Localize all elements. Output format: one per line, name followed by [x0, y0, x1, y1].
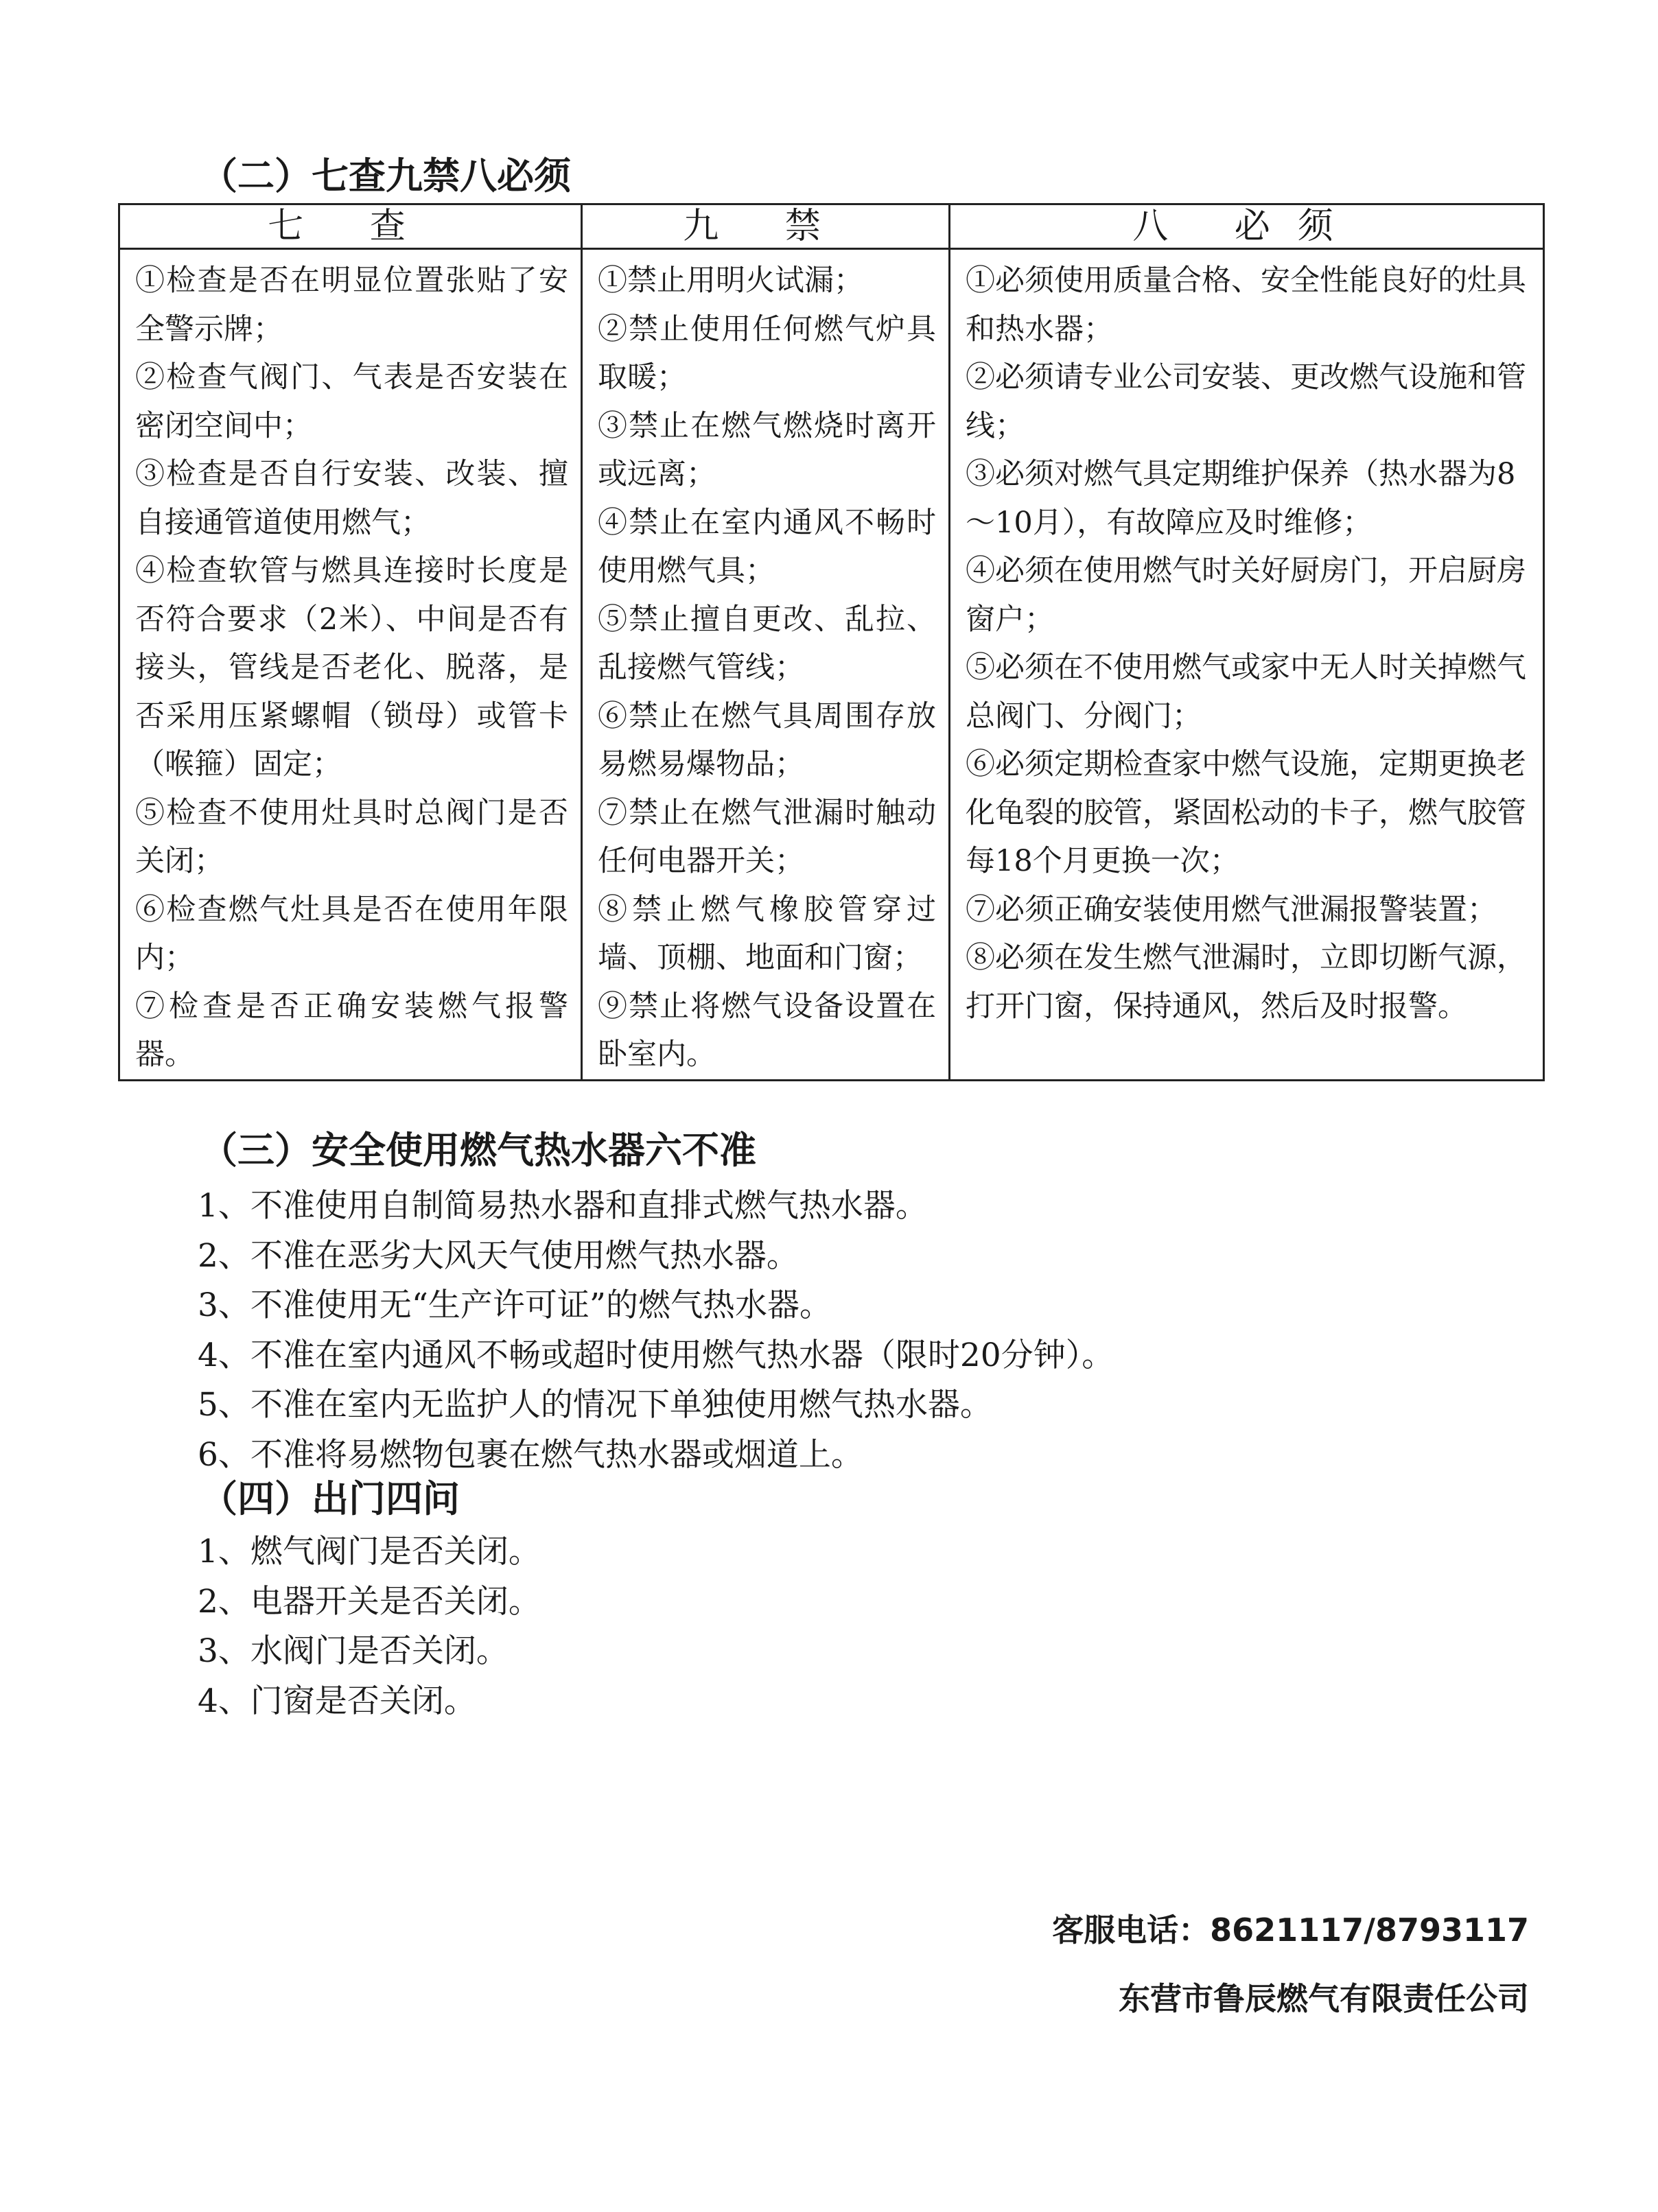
nine-bans-cell [582, 249, 950, 1081]
section-3-title: （三）安全使用燃气热水器六不准 [200, 1129, 756, 1172]
list-item: 1、燃气阀门是否关闭。 [198, 1533, 541, 1570]
header-seven-checks: 七 查 [119, 204, 582, 249]
section-2-title: （二）七查九禁八必须 [200, 154, 571, 198]
nine-ban-item: ⑤禁止擅自更改、乱拉、乱接燃气管线； [598, 602, 936, 685]
leaving-home-checklist [198, 1527, 541, 1726]
list-item: 4、门窗是否关闭。 [198, 1682, 476, 1720]
eight-must-item: ⑥必须定期检查家中燃气设施，定期更换老化龟裂的胶管，紧固松动的卡子，燃气胶管每18个月更换一次； [966, 747, 1526, 878]
list-item: 3、不准使用无“生产许可证”的燃气热水器。 [198, 1286, 832, 1324]
nine-ban-item: ③禁止在燃气燃烧时离开或远离； [598, 408, 936, 491]
list-item: 2、不准在恶劣大风天气使用燃气热水器。 [198, 1236, 799, 1275]
list-item: 5、不准在室内无监护人的情况下单独使用燃气热水器。 [198, 1386, 992, 1424]
list-item: 4、不准在室内通风不畅或超时使用燃气热水器（限时20分钟）。 [198, 1336, 1114, 1374]
list-item: 3、水阀门是否关闭。 [198, 1632, 509, 1670]
company-name: 东营市鲁辰燃气有限责任公司 [1119, 1980, 1529, 2017]
eight-musts-cell [950, 249, 1544, 1081]
eight-must-item: ③必须对燃气具定期维护保养（热水器为8～10月），有故障应及时维修； [966, 457, 1516, 540]
list-item: 2、电器开关是否关闭。 [198, 1582, 541, 1621]
list-item: 1、不准使用自制简易热水器和直排式燃气热水器。 [198, 1187, 928, 1225]
nine-ban-item: ⑥禁止在燃气具周围存放易燃易爆物品； [598, 698, 936, 781]
header-eight-musts: 八 必须 [950, 204, 1544, 249]
seven-check-item: ⑤检查不使用灶具时总阀门是否关闭； [135, 795, 568, 878]
nine-ban-item: ②禁止使用任何燃气炉具取暖； [598, 311, 936, 395]
seven-check-item: ②检查气阀门、气表是否安装在密闭空间中； [135, 360, 568, 443]
seven-check-item: ④检查软管与燃具连接时长度是否符合要求（2米）、中间是否有接头，管线是否老化、脱落，是否采用压紧螺帽（锁母）或管卡（喉箍）固定； [135, 554, 568, 781]
eight-must-item: ⑤必须在不使用燃气或家中无人时关掉燃气总阀门、分阀门； [966, 650, 1526, 733]
seven-check-item: ①检查是否在明显位置张贴了安全警示牌； [135, 263, 568, 346]
water-heater-rules-list [198, 1181, 1114, 1480]
nine-ban-item: ⑧禁止燃气橡胶管穿过墙、顶棚、地面和门窗； [598, 892, 936, 975]
eight-must-item: ①必须使用质量合格、安全性能良好的灶具和热水器； [966, 263, 1526, 346]
rules-table-body-row [119, 249, 1544, 1081]
list-item: 6、不准将易燃物包裹在燃气热水器或烟道上。 [198, 1435, 863, 1474]
rules-table-header-row [119, 204, 1544, 249]
nine-ban-item: ⑨禁止将燃气设备设置在卧室内。 [598, 989, 936, 1072]
customer-service-hotline: 客服电话：8621117/8793117 [1052, 1911, 1529, 1949]
eight-must-item: ⑧必须在发生燃气泄漏时，立即切断气源，打开门窗，保持通风，然后及时报警。 [966, 941, 1526, 1024]
nine-ban-item: ④禁止在室内通风不畅时使用燃气具； [598, 505, 936, 588]
header-nine-bans: 九 禁 [582, 204, 950, 249]
eight-must-item: ⑦必须正确安装使用燃气泄漏报警装置； [966, 892, 1497, 927]
seven-check-item: ③检查是否自行安装、改装、擅自接通管道使用燃气； [135, 457, 568, 540]
rules-table [118, 203, 1545, 1081]
section-4-title: （四）出门四问 [200, 1477, 460, 1520]
eight-must-item: ②必须请专业公司安装、更改燃气设施和管线； [966, 360, 1526, 443]
eight-must-item: ④必须在使用燃气时关好厨房门，开启厨房窗户； [966, 554, 1526, 637]
nine-ban-item: ⑦禁止在燃气泄漏时触动任何电器开关； [598, 795, 936, 878]
seven-checks-cell [119, 249, 582, 1081]
seven-check-item: ⑥检查燃气灶具是否在使用年限内； [135, 892, 568, 975]
nine-ban-item: ①禁止用明火试漏； [598, 263, 863, 298]
seven-check-item: ⑦检查是否正确安装燃气报警器。 [135, 989, 568, 1072]
